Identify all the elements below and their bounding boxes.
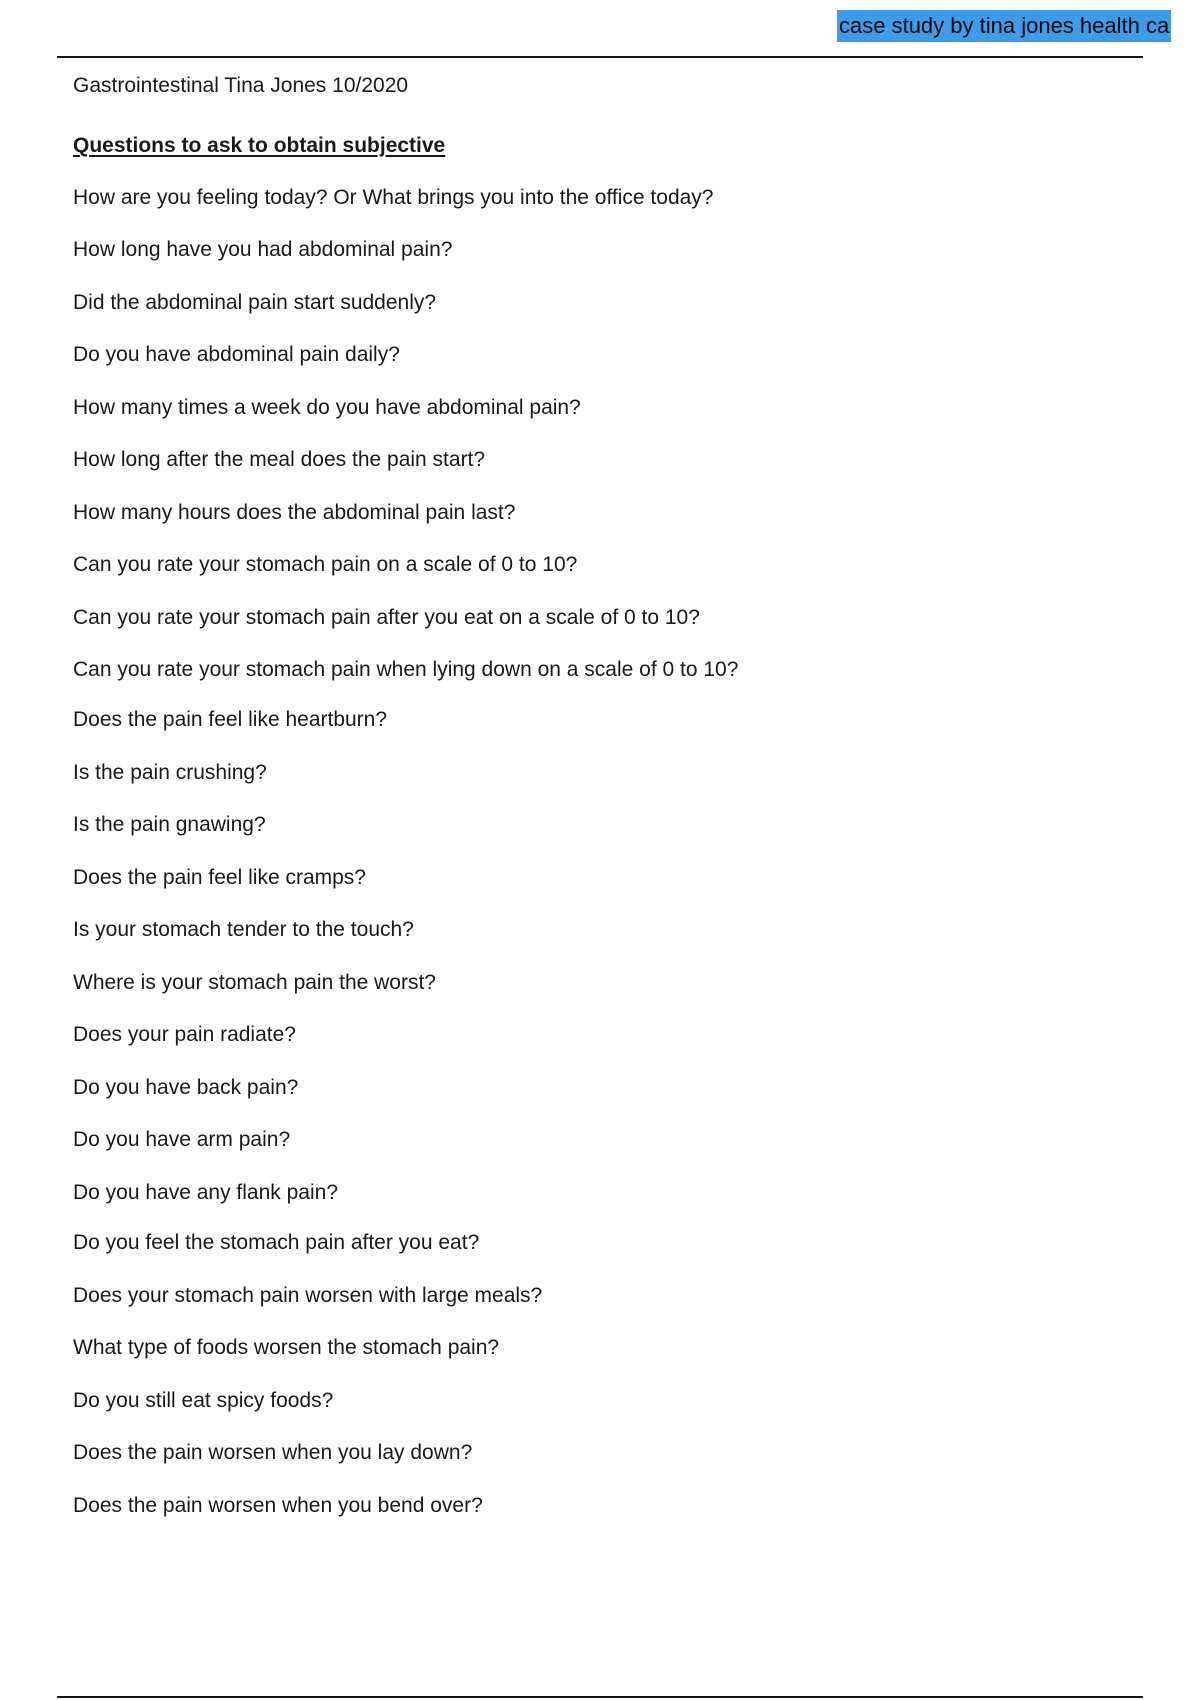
question-item: Can you rate your stomach pain on a scale of 0 to 10? — [73, 553, 578, 576]
question-item: Is the pain gnawing? — [73, 813, 266, 836]
question-item: Can you rate your stomach pain when lying down on a scale of 0 to 10? — [73, 658, 739, 681]
question-item: Do you have abdominal pain daily? — [73, 343, 400, 366]
question-item: Do you feel the stomach pain after you eat? — [73, 1231, 480, 1254]
header-divider — [57, 56, 1143, 58]
question-item: Is the pain crushing? — [73, 761, 267, 784]
header-banner: case study by tina jones health ca — [837, 10, 1171, 42]
question-item: Does the pain feel like heartburn? — [73, 708, 388, 731]
question-item: How many hours does the abdominal pain last? — [73, 501, 516, 524]
document-title: Gastrointestinal Tina Jones 10/2020 — [73, 74, 409, 97]
question-item: What type of foods worsen the stomach pain? — [73, 1336, 500, 1359]
question-item: Do you have back pain? — [73, 1076, 299, 1099]
question-item: Can you rate your stomach pain after you eat on a scale of 0 to 10? — [73, 606, 700, 629]
question-item: Do you have arm pain? — [73, 1128, 291, 1151]
question-item: How are you feeling today? Or What brings you into the office today? — [73, 186, 714, 209]
question-item: Does the pain worsen when you bend over? — [73, 1494, 483, 1517]
question-item: Did the abdominal pain start suddenly? — [73, 291, 437, 314]
question-item: How many times a week do you have abdominal pain? — [73, 396, 581, 419]
question-item: How long have you had abdominal pain? — [73, 238, 453, 261]
question-item: Do you still eat spicy foods? — [73, 1389, 334, 1412]
question-item: Does the pain worsen when you lay down? — [73, 1441, 473, 1464]
footer-divider — [57, 1696, 1143, 1698]
question-item: Where is your stomach pain the worst? — [73, 971, 436, 994]
question-item: Does the pain feel like cramps? — [73, 866, 366, 889]
question-item: Is your stomach tender to the touch? — [73, 918, 414, 941]
question-item: Do you have any flank pain? — [73, 1181, 339, 1204]
section-heading: Questions to ask to obtain subjective — [73, 134, 446, 157]
question-item: Does your stomach pain worsen with large meals? — [73, 1284, 543, 1307]
question-item: How long after the meal does the pain start? — [73, 448, 486, 471]
question-item: Does your pain radiate? — [73, 1023, 296, 1046]
